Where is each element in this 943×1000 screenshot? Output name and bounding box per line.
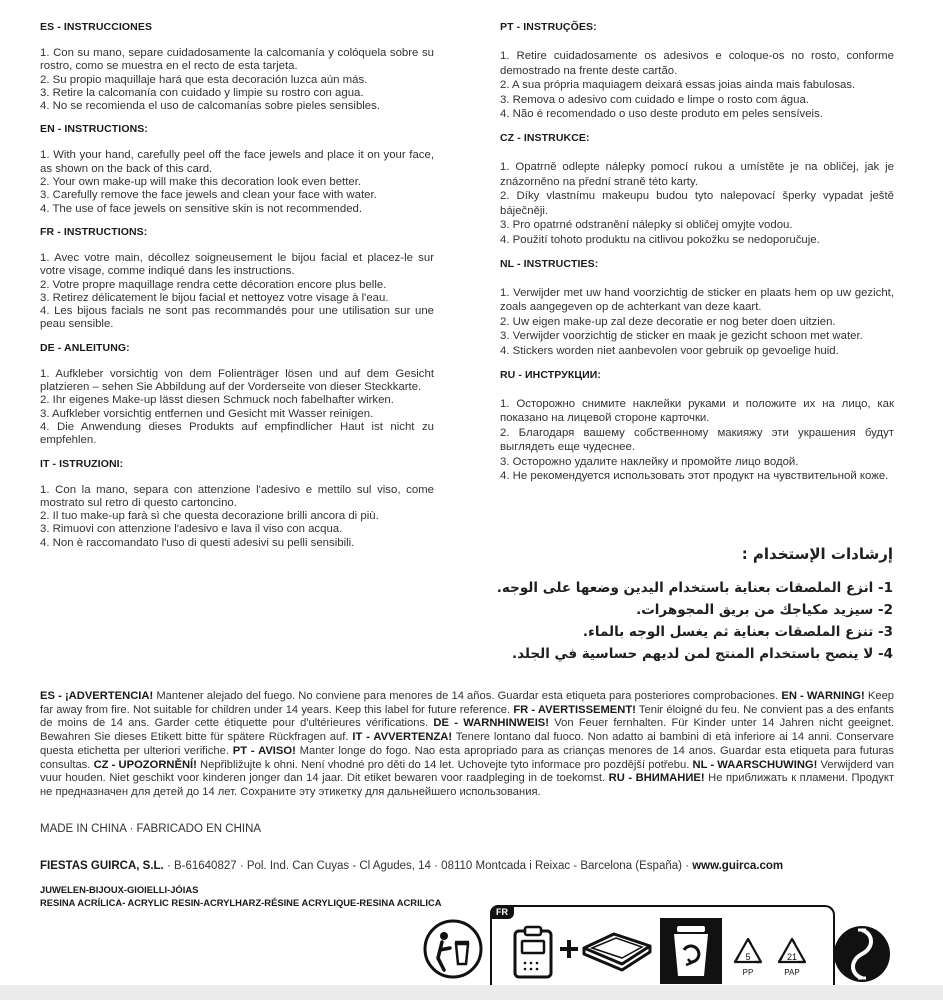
- instruction-item: 3. Retirez délicatement le bijou facial et nettoyez votre visage à l'eau.: [40, 291, 389, 304]
- company-details: · B-61640827 · Pol. Ind. Can Cuyas - Cl Agudes, 14 · 08110 Montcada i Reixac - Barcelona (España) ·: [163, 860, 693, 872]
- section-heading: FR - INSTRUCTIONS:: [40, 225, 148, 238]
- wrapper-icon: [578, 928, 656, 972]
- pap-code: 21: [786, 952, 797, 962]
- warning-text: Tenere lontano dal fuoco. Non adatto ai bambini di età inferiore ai 14 anni. Conservare questa etichetta per ulteriori verifiche.: [40, 731, 894, 757]
- materials-line-1: JUWELEN-BIJOUX-GIOIELLI-JÓIAS: [40, 884, 199, 895]
- instruction-item: 4. Non è raccomandato l'uso di questi adesivi su pelli sensibili.: [40, 536, 355, 549]
- materials-info: [40, 883, 442, 909]
- instruction-item: 2. Votre propre maquillage rendra cette décoration encore plus belle.: [40, 278, 387, 291]
- plus-icon: [558, 938, 580, 960]
- instruction-item: 4. Les bijous facials ne sont pas recommandés pour une utilisation sur une peau sensible.: [40, 305, 434, 331]
- made-in-text: MADE IN CHINA · FABRICADO EN CHINA: [40, 823, 262, 835]
- instruction-section: [40, 457, 434, 550]
- instruction-section: [40, 341, 434, 448]
- instruction-item: 4. Použití tohoto produktu na citlivou pokožku se nedoporučuje.: [500, 233, 820, 246]
- section-heading: NL - INSTRUCTIES:: [500, 257, 599, 270]
- instruction-section: [500, 257, 894, 359]
- instruction-item: 1. Con la mano, separa con attenzione l'adesivo e mettilo sul viso, come mostrato sul retro di questo cartoncino.: [40, 483, 434, 509]
- warning-text: Von Feuer fernhalten. Für Kinder unter 14 Jahren nicht geeignet. Bewahren Sie dieses Etikett bitte für spätere Rückfragen auf.: [40, 717, 894, 744]
- warning-label: NL - WAARSCHUWING!: [692, 758, 818, 771]
- section-heading: PT - INSTRUÇÕES:: [500, 21, 597, 33]
- company-info: [40, 860, 783, 872]
- instruction-item: 2. Su propio maquillaje hará que esta decoración luzca aún más.: [40, 73, 368, 86]
- materials-line-2: RESINA ACRÍLICA- ACRYLIC RESIN-ACRYLHARZ-RÉSINE ACRYLIQUE-RESINA ACRILICA: [40, 897, 442, 908]
- arabic-heading: إرشادات الإستخدام :: [741, 545, 893, 563]
- arabic-item: 1- انزع الملصقات بعناية باستخدام اليدين وضعها على الوجه.: [496, 580, 893, 596]
- instruction-item: 2. A sua própria maquiagem deixará essas joias ainda mais fabulosas.: [500, 79, 856, 92]
- warning-label: PT - AVISO!: [232, 744, 296, 757]
- arabic-instructions: [473, 545, 893, 665]
- warning-label: DE - WARNHINWEIS!: [433, 717, 549, 730]
- instruction-item: 4. The use of face jewels on sensitive skin is not recommended.: [40, 202, 363, 215]
- company-website: www.guirca.com: [692, 860, 784, 872]
- warning-label: CZ - UPOZORNĚNÍ!: [93, 758, 197, 771]
- instruction-item: 3. Verwijder voorzichtig de sticker en maak je gezicht schoon met water.: [500, 330, 863, 343]
- instruction-item: 1. With your hand, carefully peel off the face jewels and place it on your face, as shown on the back of this card.: [40, 149, 434, 175]
- instruction-item: 3. Aufkleber vorsichtig entfernen und Gesicht mit Wasser reinigen.: [40, 407, 374, 420]
- recycling-bin-icon: [660, 918, 722, 984]
- instruction-section: [500, 368, 894, 485]
- instruction-item: 2. Ihr eigenes Make-up lässt diesen Schmuck noch fabelhafter wirken.: [40, 394, 394, 407]
- section-heading: ES - INSTRUCCIONES: [40, 21, 153, 33]
- section-heading: CZ - INSTRUKCE:: [500, 131, 590, 144]
- instruction-section: [40, 20, 434, 113]
- section-heading: DE - ANLEITUNG:: [40, 341, 130, 354]
- recycling-person-icon: [422, 918, 484, 980]
- instruction-item: 3. Remova o adesivo com cuidado e limpe o rosto com água.: [500, 93, 809, 106]
- fr-tab: FR: [490, 905, 514, 919]
- instruction-item: 3. Rimuovi con attenzione l'adesivo e lava il viso con acqua.: [40, 523, 343, 536]
- section-heading: EN - INSTRUCTIONS:: [40, 123, 148, 136]
- warning-text: Не приближать к пламени. Продукт не предназначен для детей до 14 лет. Сохраните эту этикетку для дальнейшего использования.: [40, 772, 894, 798]
- warning-label: RU - ВНИМАНИЕ!: [608, 772, 705, 785]
- pap-label: PAP: [784, 968, 800, 977]
- instruction-item: 2. Il tuo make-up farà sì che questa decorazione brilli ancora di più.: [40, 510, 379, 523]
- instruction-item: 4. Не рекомендуется использовать этот продукт на чувствительной коже.: [500, 470, 889, 483]
- section-heading: IT - ISTRUZIONI:: [40, 457, 124, 470]
- instruction-item: 3. Carefully remove the face jewels and clean your face with water.: [40, 189, 377, 202]
- instruction-item: 2. Díky vlastnímu makeupu budou tyto nalepovací šperky vypadat ještě báječněji.: [500, 190, 894, 217]
- instruction-item: 4. Stickers worden niet aanbevolen voor gebruik op gevoelige huid.: [500, 344, 839, 357]
- instruction-item: 4. Não é recomendado o uso deste produto em peles sensíveis.: [500, 108, 823, 121]
- pp-code: 5: [745, 952, 751, 962]
- warning-text: Keep far away from fire. Not suitable for children under 14 years. Keep this label for future reference.: [40, 690, 895, 716]
- instruction-section: [40, 122, 434, 215]
- card-icon: [511, 925, 555, 981]
- instruction-item: 1. Aufkleber vorsichtig von dem Folienträger lösen und auf dem Gesicht platzieren – sehen Sie Abbildung auf der Vorderseite von dieser Steckkarte.: [40, 367, 434, 394]
- warning-label: IT - AVVERTENZA!: [352, 731, 453, 744]
- instruction-item: 3. Retire la calcomanía con cuidado y limpie su rostro con agua.: [40, 86, 364, 99]
- arabic-item: 2- سيزيد مكياجك من بريق المجوهرات.: [636, 602, 893, 618]
- warning-label: EN - WARNING!: [781, 690, 865, 702]
- warning-label: FR - AVERTISSEMENT!: [513, 703, 636, 716]
- instruction-item: 2. Uw eigen make-up zal deze decoratie er nog beter doen uitzien.: [500, 315, 836, 328]
- green-dot-icon: [832, 924, 892, 984]
- instruction-item: 1. Opatrně odlepte nálepky pomocí rukou a umístěte je na obličej, jak je znázorněno na přední straně této karty.: [500, 160, 894, 188]
- instruction-item: 1. Verwijder met uw hand voorzichtig de sticker en plaats hem op uw gezicht, zoals aangegeven op de achterkant van deze kaart.: [500, 286, 894, 314]
- warning-text: Nepřibližujte k ohni. Není vhodné pro děti do 14 let. Uchovejte tyto informace pro pozdější potřebu.: [196, 758, 693, 771]
- right-instructions-column: [500, 20, 894, 493]
- instruction-item: 1. Осторожно снимите наклейки руками и положите их на лицо, как показано на лицевой стороне карточки.: [500, 397, 894, 425]
- warning-text: Verwijderd van vuur houden. Niet geschikt voor kinderen jonger dan 14 jaar. Dit etiket bewaren voor raadpleging in de toekomst.: [40, 758, 894, 785]
- warning-text: Tenir éloigné du feu. Ne convient pas a des enfants de moins de 14 ans. Garder cette étiquette pour d'ultérieures vérifications.: [40, 703, 894, 730]
- pp-label: PP: [742, 968, 754, 977]
- instruction-section: [500, 20, 894, 122]
- warning-label: ES - ¡ADVERTENCIA!: [40, 690, 154, 702]
- left-instructions-column: [40, 20, 434, 559]
- warnings-paragraph: [40, 690, 894, 800]
- section-heading: RU - ИНСТРУКЦИИ:: [500, 368, 602, 381]
- arabic-item: 4- لا ينصح باستخدام المنتج لمن لديهم حساسية في الجلد.: [511, 646, 893, 662]
- arabic-item: 3- تنزع الملصقات بعناية ثم يغسل الوجه بالماء.: [582, 624, 893, 640]
- instruction-section: [500, 131, 894, 248]
- instruction-item: 3. Осторожно удалите наклейку и промойте лицо водой.: [500, 455, 799, 468]
- warning-text: Manter longe do fogo. Nao esta apropriado para as crianças menores de 14 anos. Guardar esta etiqueta para futuras consultas.: [40, 744, 894, 771]
- instruction-section: [40, 225, 434, 332]
- instruction-item: 3. Pro opatrné odstranění nálepky si obličej omyjte vodou.: [500, 219, 793, 232]
- instruction-item: 1. Avec votre main, décollez soigneusement le bijou facial et placez-le sur votre visage, comme indiqué dans les instructions.: [40, 251, 434, 278]
- warning-text: Mantener alejado del fuego. No conviene para menores de 14 años. Guardar esta etiqueta para posteriores comprobaciones.: [153, 690, 782, 702]
- instruction-item: 4. No se recomienda el uso de calcomanías sobre pieles sensibles.: [40, 100, 381, 113]
- company-name: FIESTAS GUIRCA, S.L.: [40, 860, 164, 872]
- instruction-item: 2. Your own make-up will make this decoration look even better.: [40, 176, 362, 189]
- instruction-item: 1. Retire cuidadosamente os adesivos e coloque-os no rosto, conforme demostrado na frente deste cartão.: [500, 50, 894, 77]
- instruction-item: 1. Con su mano, separe cuidadosamente la calcomanía y colóquela sobre su rostro, como se muestra en el recto de esta tarjeta.: [40, 47, 434, 73]
- bottom-strip: [0, 985, 943, 1000]
- instruction-item: 4. Die Anwendung dieses Produkts auf empfindlicher Haut ist nicht zu empfehlen.: [40, 420, 434, 447]
- instruction-item: 2. Благодаря вашему собственному макияжу эти украшения будут выглядеть еще чудеснее.: [500, 426, 894, 454]
